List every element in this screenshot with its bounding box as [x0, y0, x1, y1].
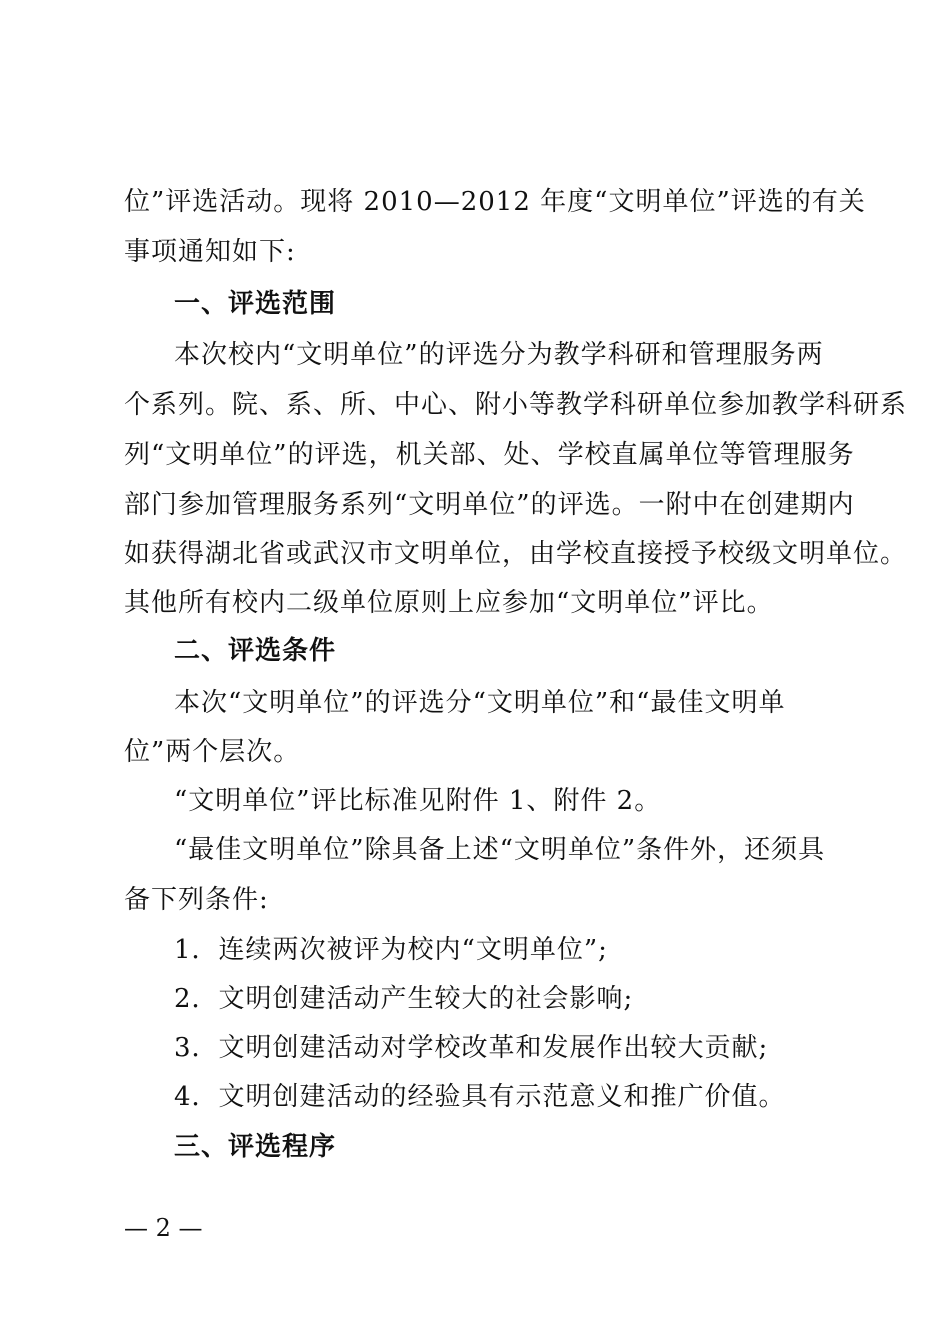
paragraph-line: 列“文明单位”的评选，机关部、处、学校直属单位等管理服务	[124, 440, 855, 470]
page-number: — 2 —	[124, 1214, 203, 1242]
condition-item: 4．文明创建活动的经验具有示范意义和推广价值。	[174, 1082, 786, 1112]
section-heading-procedure: 三、评选程序	[174, 1132, 337, 1162]
paragraph-line: “最佳文明单位”除具备上述“文明单位”条件外，还须具	[174, 835, 826, 865]
paragraph-line: 事项通知如下:	[124, 237, 296, 267]
condition-item: 1．连续两次被评为校内“文明单位”;	[174, 935, 608, 965]
paragraph-line: “文明单位”评比标准见附件 1、附件 2。	[174, 786, 662, 816]
paragraph-line: 如获得湖北省或武汉市文明单位，由学校直接授予校级文明单位。	[124, 539, 908, 569]
paragraph-line: 本次校内“文明单位”的评选分为教学科研和管理服务两	[174, 340, 824, 370]
paragraph-line: 部门参加管理服务系列“文明单位”的评选。一附中在创建期内	[124, 490, 855, 520]
paragraph-line: 位”两个层次。	[124, 737, 301, 767]
section-heading-scope: 一、评选范围	[174, 289, 337, 319]
condition-item: 2．文明创建活动产生较大的社会影响;	[174, 984, 634, 1014]
paragraph-line: 其他所有校内二级单位原则上应参加“文明单位”评比。	[124, 588, 774, 618]
paragraph-line: 本次“文明单位”的评选分“文明单位”和“最佳文明单	[174, 688, 786, 718]
paragraph-line: 位”评选活动。现将 2010—2012 年度“文明单位”评选的有关	[124, 187, 866, 217]
section-heading-conditions: 二、评选条件	[174, 636, 337, 666]
paragraph-line: 个系列。院、系、所、中心、附小等教学科研单位参加教学科研系	[124, 390, 908, 420]
condition-item: 3．文明创建活动对学校改革和发展作出较大贡献;	[174, 1033, 769, 1063]
paragraph-line: 备下列条件:	[124, 885, 269, 915]
